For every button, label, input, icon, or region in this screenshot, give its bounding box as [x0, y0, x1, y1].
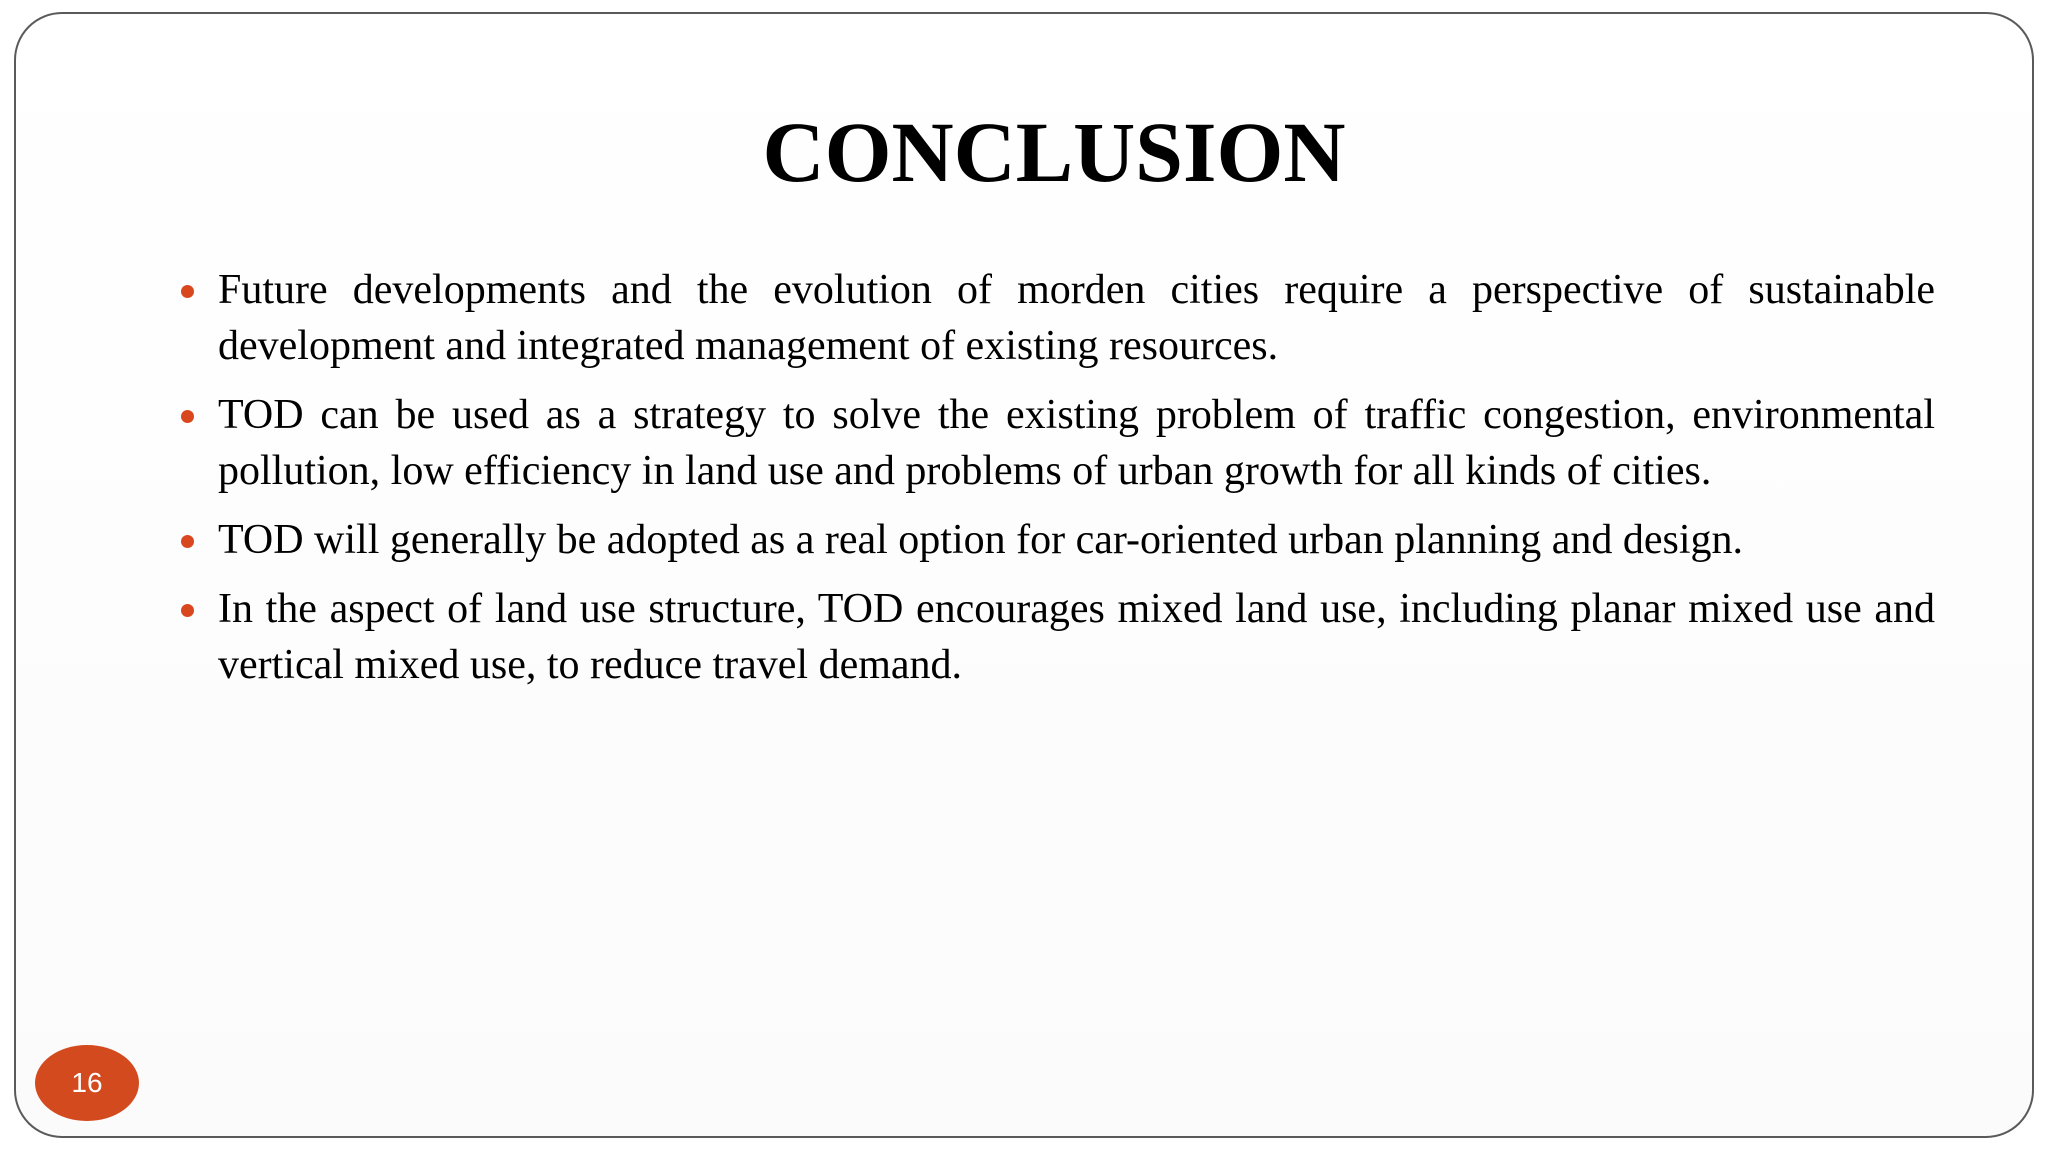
bullet-dot-icon	[181, 535, 194, 548]
slide	[14, 12, 2034, 1138]
bullet-dot-icon	[181, 285, 194, 298]
bullet-item	[218, 262, 1935, 374]
bullet-item	[218, 581, 1935, 693]
bullet-list	[218, 262, 1935, 706]
bullet-item	[218, 512, 1935, 568]
bullet-text: Future developments and the evolution of morden cities require a perspective of sustainable development and integrated management of existing resources.	[218, 267, 1935, 369]
slide-title: CONCLUSION	[762, 104, 1346, 200]
bullet-text: In the aspect of land use structure, TOD encourages mixed land use, including planar mixed use and vertical mixed use, to reduce travel demand.	[218, 586, 1935, 688]
bullet-dot-icon	[181, 410, 194, 423]
bullet-text: TOD can be used as a strategy to solve the existing problem of traffic congestion, environmental pollution, low efficiency in land use and problems of urban growth for all kinds of cities.	[218, 392, 1935, 494]
bullet-dot-icon	[181, 604, 194, 617]
page-number-badge: 16	[35, 1045, 139, 1121]
bullet-text: TOD will generally be adopted as a real option for car-oriented urban planning and design.	[218, 517, 1744, 563]
bullet-item	[218, 387, 1935, 499]
